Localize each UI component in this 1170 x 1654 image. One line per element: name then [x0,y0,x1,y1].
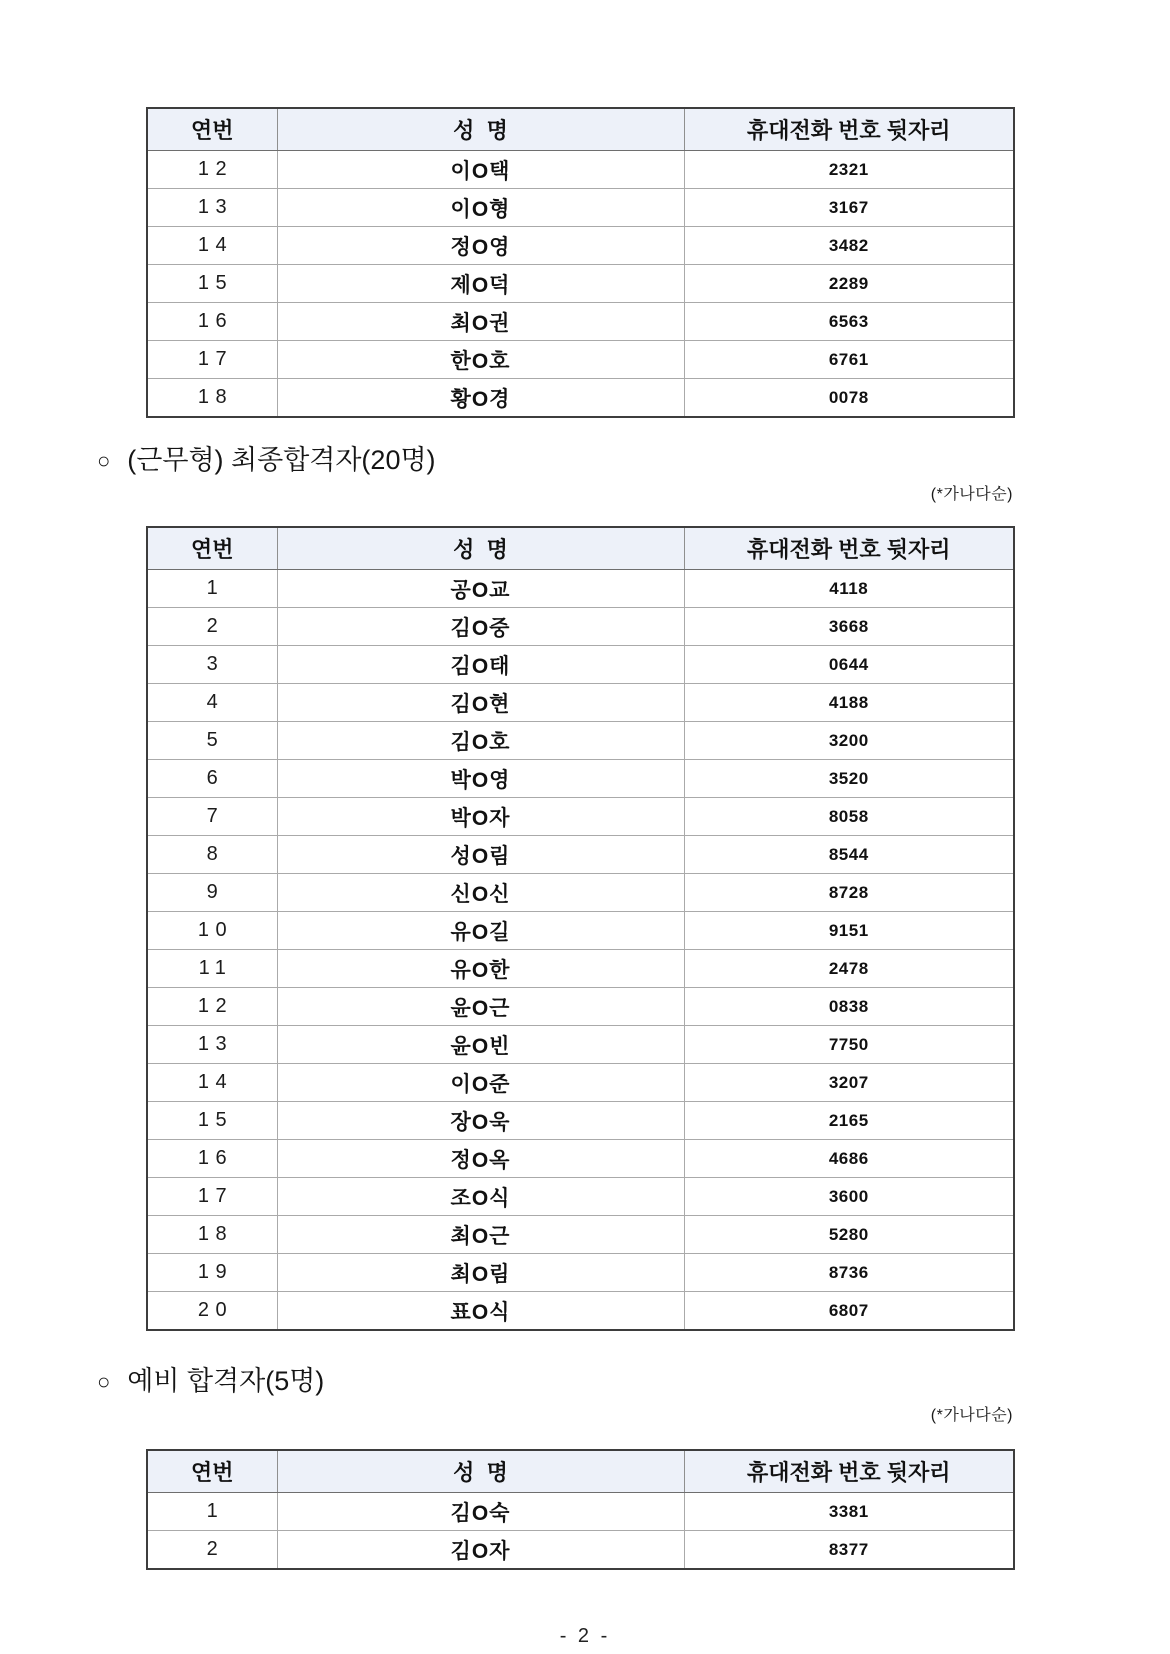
table-row [147,1493,1014,1531]
serial-cell: 17 [147,1178,277,1216]
phone-cell: 2478 [684,950,1014,988]
phone-cell: 3600 [684,1178,1014,1216]
phone-cell: 3167 [684,189,1014,227]
serial-cell: 14 [147,227,277,265]
serial-cell: 2 [147,1531,277,1570]
name-cell: 유O길 [277,912,684,950]
table-row [147,874,1014,912]
serial-cell: 20 [147,1292,277,1331]
name-cell: 제O덕 [277,265,684,303]
table-header-row [147,108,1014,151]
serial-cell: 12 [147,988,277,1026]
serial-cell: 16 [147,303,277,341]
name-cell: 신O신 [277,874,684,912]
phone-cell: 6563 [684,303,1014,341]
serial-cell: 18 [147,379,277,418]
table-row [147,227,1014,265]
table-row [147,303,1014,341]
sort-order-note: (*가나다순) [930,1407,1013,1424]
name-cell: 최O권 [277,303,684,341]
col-header-phone: 휴대전화 번호 뒷자리 [684,1450,1014,1493]
serial-cell: 1 [147,1493,277,1531]
serial-cell: 5 [147,722,277,760]
roster-table-final-passers [146,526,1015,1331]
table-row [147,836,1014,874]
name-cell: 표O식 [277,1292,684,1331]
phone-cell: 8058 [684,798,1014,836]
table-row [147,189,1014,227]
name-cell: 한O호 [277,341,684,379]
table-row [147,912,1014,950]
table-row [147,798,1014,836]
table-row [147,684,1014,722]
serial-cell: 8 [147,836,277,874]
name-cell: 최O림 [277,1254,684,1292]
col-header-phone: 휴대전화 번호 뒷자리 [684,108,1014,151]
phone-cell: 6761 [684,341,1014,379]
name-cell: 정O영 [277,227,684,265]
name-cell: 김O숙 [277,1493,684,1531]
phone-cell: 8544 [684,836,1014,874]
table-header-row [147,527,1014,570]
table-row [147,950,1014,988]
serial-cell: 9 [147,874,277,912]
phone-cell: 2321 [684,151,1014,189]
table-row [147,988,1014,1026]
table-row [147,1064,1014,1102]
phone-cell: 4188 [684,684,1014,722]
col-header-serial: 연번 [147,527,277,570]
serial-cell: 6 [147,760,277,798]
name-cell: 김O현 [277,684,684,722]
name-cell: 박O영 [277,760,684,798]
name-cell: 이O택 [277,151,684,189]
serial-cell: 3 [147,646,277,684]
table-row [147,1178,1014,1216]
phone-cell: 6807 [684,1292,1014,1331]
serial-cell: 14 [147,1064,277,1102]
table-row [147,1531,1014,1570]
phone-cell: 3482 [684,227,1014,265]
phone-cell: 3207 [684,1064,1014,1102]
name-cell: 윤O근 [277,988,684,1026]
phone-cell: 9151 [684,912,1014,950]
serial-cell: 2 [147,608,277,646]
table-row [147,1216,1014,1254]
col-header-name: 성 명 [277,527,684,570]
table-row [147,1026,1014,1064]
sort-order-note: (*가나다순) [930,486,1013,503]
serial-cell: 12 [147,151,277,189]
section-title: 예비 합격자(5명) [127,1366,325,1396]
phone-cell: 0838 [684,988,1014,1026]
phone-cell: 3381 [684,1493,1014,1531]
table-row [147,1140,1014,1178]
section-title: (근무형) 최종합격자(20명) [127,445,436,475]
col-header-phone: 휴대전화 번호 뒷자리 [684,527,1014,570]
col-header-serial: 연번 [147,1450,277,1493]
table-row [147,570,1014,608]
name-cell: 황O경 [277,379,684,418]
serial-cell: 11 [147,950,277,988]
name-cell: 정O옥 [277,1140,684,1178]
phone-cell: 7750 [684,1026,1014,1064]
table-row [147,379,1014,418]
table-row [147,151,1014,189]
table-row [147,265,1014,303]
serial-cell: 15 [147,265,277,303]
phone-cell: 8728 [684,874,1014,912]
phone-cell: 3520 [684,760,1014,798]
phone-cell: 4686 [684,1140,1014,1178]
phone-cell: 8736 [684,1254,1014,1292]
section-heading-reserve-passers [97,1363,1170,1401]
name-cell: 김O자 [277,1531,684,1570]
serial-cell: 10 [147,912,277,950]
phone-cell: 3668 [684,608,1014,646]
table-row [147,722,1014,760]
name-cell: 장O욱 [277,1102,684,1140]
phone-cell: 2289 [684,265,1014,303]
phone-cell: 4118 [684,570,1014,608]
table-header-row [147,1450,1014,1493]
serial-cell: 7 [147,798,277,836]
name-cell: 성O림 [277,836,684,874]
name-cell: 이O준 [277,1064,684,1102]
section-heading-final-passers [97,442,1170,480]
name-cell: 윤O빈 [277,1026,684,1064]
table-row [147,608,1014,646]
serial-cell: 19 [147,1254,277,1292]
serial-cell: 15 [147,1102,277,1140]
circle-bullet-icon: ○ [97,448,111,473]
serial-cell: 13 [147,1026,277,1064]
serial-cell: 1 [147,570,277,608]
name-cell: 이O형 [277,189,684,227]
roster-table-reserve-passers [146,1449,1015,1570]
col-header-name: 성 명 [277,1450,684,1493]
page-number: - 2 - [559,1625,611,1647]
serial-cell: 17 [147,341,277,379]
table-row [147,1254,1014,1292]
phone-cell: 8377 [684,1531,1014,1570]
phone-cell: 5280 [684,1216,1014,1254]
table-row [147,341,1014,379]
name-cell: 공O교 [277,570,684,608]
serial-cell: 13 [147,189,277,227]
name-cell: 조O식 [277,1178,684,1216]
roster-table-continued [146,107,1015,418]
col-header-serial: 연번 [147,108,277,151]
name-cell: 박O자 [277,798,684,836]
phone-cell: 2165 [684,1102,1014,1140]
name-cell: 최O근 [277,1216,684,1254]
table-row [147,760,1014,798]
col-header-name: 성 명 [277,108,684,151]
table-row [147,646,1014,684]
name-cell: 김O태 [277,646,684,684]
phone-cell: 0644 [684,646,1014,684]
table-row [147,1102,1014,1140]
phone-cell: 0078 [684,379,1014,418]
serial-cell: 16 [147,1140,277,1178]
name-cell: 김O호 [277,722,684,760]
name-cell: 김O중 [277,608,684,646]
circle-bullet-icon: ○ [97,1369,111,1394]
name-cell: 유O한 [277,950,684,988]
table-row [147,1292,1014,1331]
serial-cell: 4 [147,684,277,722]
serial-cell: 18 [147,1216,277,1254]
phone-cell: 3200 [684,722,1014,760]
